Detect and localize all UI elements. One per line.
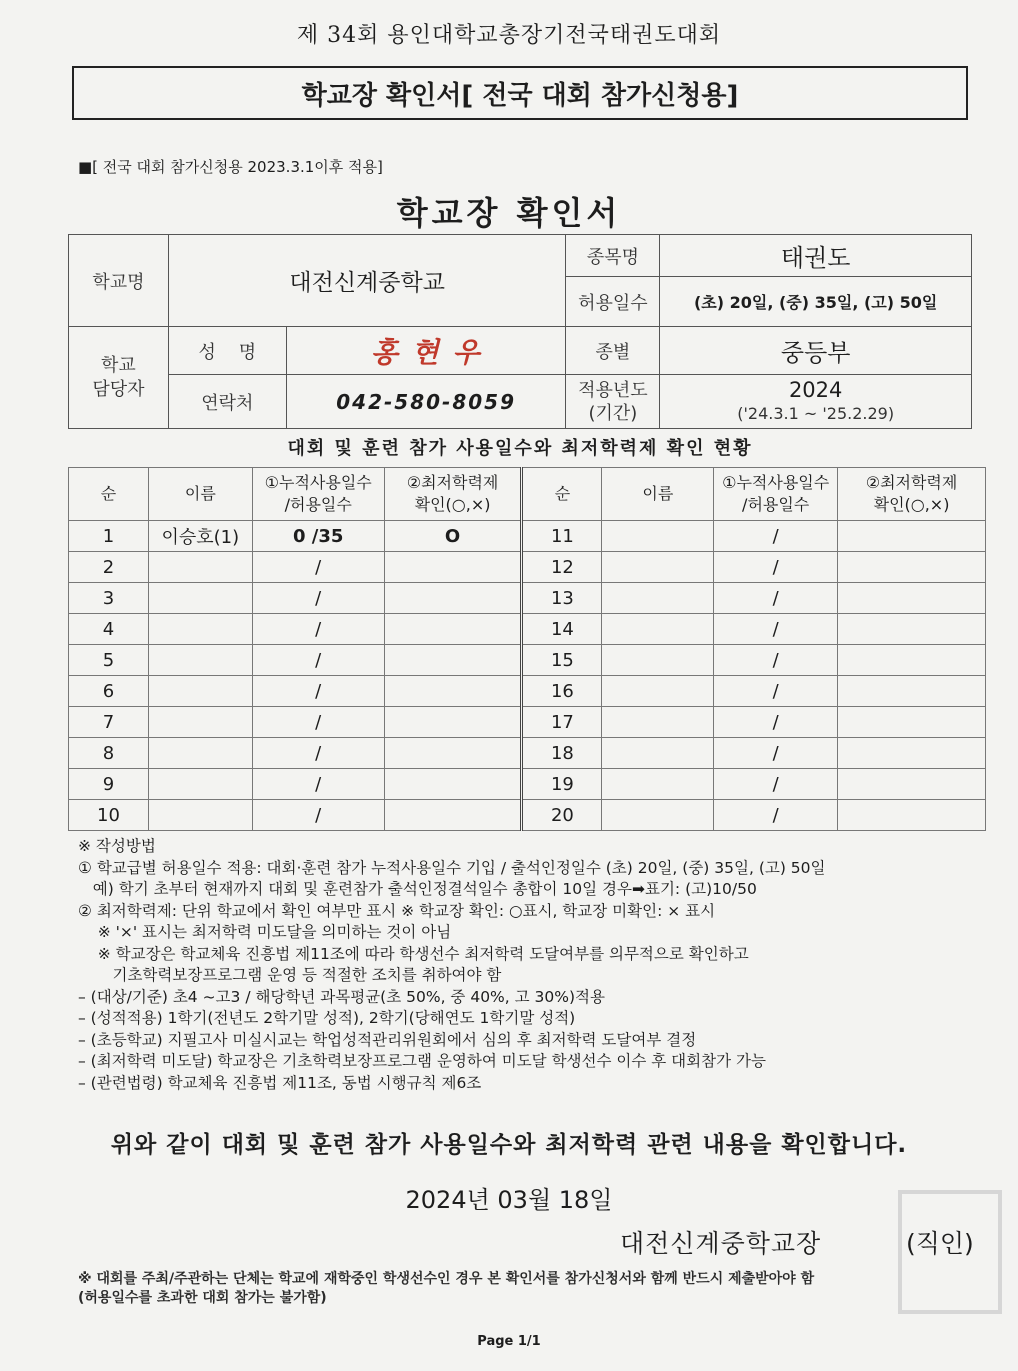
row-number: 9 (69, 769, 149, 800)
row-number: 2 (69, 552, 149, 583)
row-number: 3 (69, 583, 149, 614)
row-number: 5 (69, 645, 149, 676)
min-academic-check (838, 769, 986, 800)
row-number: 8 (69, 738, 149, 769)
student-name (602, 645, 714, 676)
student-name (148, 552, 252, 583)
student-name (602, 800, 714, 831)
col-check-line1: ②최저학력제 (406, 473, 499, 492)
table-row (69, 521, 986, 552)
min-academic-check (384, 707, 522, 738)
min-academic-check (838, 552, 986, 583)
used-days: / (714, 645, 838, 676)
instruction-line: 기초학력보장프로그램 운영 등 적절한 조치를 취하여야 함 (78, 966, 502, 984)
col-check-line1: ②최저학력제 (865, 473, 958, 492)
student-name (602, 552, 714, 583)
roster-header-row (69, 468, 986, 521)
allowed-days-value: (초) 20일, (중) 35일, (고) 50일 (660, 277, 972, 327)
row-number: 16 (522, 676, 602, 707)
footer-line2: (허용일수를 초과한 대회 참가는 불가함) (78, 1290, 327, 1306)
student-name (148, 769, 252, 800)
used-days: / (714, 583, 838, 614)
instruction-line: – (최저학력 미도달) 학교장은 기초학력보장프로그램 운영하여 미도달 학생선수 이수 후 대회참가 가능 (78, 1052, 766, 1070)
min-academic-check (384, 645, 522, 676)
used-days: / (714, 521, 838, 552)
row-number: 1 (69, 521, 149, 552)
year-label-line2: (기간) (588, 402, 638, 424)
allowed-days-label: 허용일수 (566, 277, 660, 327)
used-days: / (252, 645, 384, 676)
row-number: 7 (69, 707, 149, 738)
table-row (69, 614, 986, 645)
used-days: / (252, 583, 384, 614)
instruction-line: ① 학교급별 허용일수 적용: 대회·훈련 참가 누적사용일수 기입 / 출석인정일수 (초) 20일, (중) 35일, (고) 50일 (78, 858, 826, 877)
col-check-left (384, 468, 522, 521)
row-number: 15 (522, 645, 602, 676)
seal-label: (직인) (906, 1229, 974, 1258)
used-days: 0 /35 (252, 521, 384, 552)
row-number: 12 (522, 552, 602, 583)
used-days: / (252, 614, 384, 645)
used-days: / (714, 738, 838, 769)
info-table (68, 234, 972, 429)
student-name (602, 583, 714, 614)
min-academic-check (838, 707, 986, 738)
division-label: 종별 (566, 327, 660, 375)
col-name-right: 이름 (602, 468, 714, 521)
confirmation-statement: 위와 같이 대회 및 훈련 참가 사용일수와 최저학력 관련 내용을 확인합니다. (110, 1132, 908, 1158)
row-number: 20 (522, 800, 602, 831)
student-name (148, 614, 252, 645)
student-name (602, 614, 714, 645)
used-days: / (252, 769, 384, 800)
issue-date: 2024년 03월 18일 (405, 1186, 613, 1214)
col-days-line2: /허용일수 (742, 495, 810, 514)
footer-note (78, 1270, 814, 1308)
min-academic-check (384, 583, 522, 614)
col-check-line2: 확인(○,×) (414, 495, 491, 514)
col-check-right (838, 468, 986, 521)
row-number: 4 (69, 614, 149, 645)
sport-label: 종목명 (566, 235, 660, 277)
used-days: / (714, 676, 838, 707)
principal-name: 대전신계중학교장 (620, 1229, 822, 1258)
table-row (69, 769, 986, 800)
col-days-line1: ①누적사용일수 (264, 473, 372, 492)
student-name (602, 676, 714, 707)
instructions-block (78, 836, 978, 1094)
row-number: 19 (522, 769, 602, 800)
instruction-line: – (대상/기준) 초4 ~고3 / 해당학년 과목평균(초 50%, 중 40%, 고 30%)적용 (78, 987, 605, 1006)
col-name-left: 이름 (148, 468, 252, 521)
instruction-line: – (성적적용) 1학기(전년도 2학기말 성적), 2학기(당해연도 1학기말 성적) (78, 1009, 576, 1027)
student-name (148, 645, 252, 676)
used-days: / (252, 800, 384, 831)
min-academic-check (838, 645, 986, 676)
student-name (602, 769, 714, 800)
col-days-left (252, 468, 384, 521)
applicability-note: ■[ 전국 대회 참가신청용 2023.3.1이후 적용] (78, 158, 383, 176)
row-number: 17 (522, 707, 602, 738)
used-days: / (252, 707, 384, 738)
roster-section-title: 대회 및 훈련 참가 사용일수와 최저학력제 확인 현황 (287, 438, 753, 459)
row-number: 18 (522, 738, 602, 769)
student-name (148, 676, 252, 707)
footer-line1: ※ 대회를 주최/주관하는 단체는 학교에 재학중인 학생선수인 경우 본 확인서를 참가신청서와 함께 반드시 제출받아야 함 (78, 1271, 815, 1287)
contact-label: 연락처 (168, 375, 286, 429)
student-name (602, 521, 714, 552)
min-academic-check (838, 583, 986, 614)
year-cell (660, 375, 972, 429)
min-academic-check (384, 614, 522, 645)
instruction-line: – (초등학교) 지필고사 미실시교는 학업성적관리위원회에서 심의 후 최저학력 도달여부 결정 (78, 1030, 697, 1049)
row-number: 10 (69, 800, 149, 831)
table-row (69, 707, 986, 738)
used-days: / (714, 614, 838, 645)
used-days: / (714, 707, 838, 738)
used-days: / (714, 552, 838, 583)
min-academic-check (384, 552, 522, 583)
col-no-right: 순 (522, 468, 602, 521)
instruction-line: ※ 학교장은 학교체육 진흥법 제11조에 따라 학생선수 최저학력 도달여부를 의무적으로 확인하고 (78, 944, 749, 963)
sport-value: 태권도 (660, 235, 972, 277)
used-days: / (714, 800, 838, 831)
table-row (69, 800, 986, 831)
manager-name-value: 홍 현 우 (286, 327, 566, 375)
period-value: ('24.3.1 ~ '25.2.29) (737, 403, 895, 423)
manager-label-line2: 담당자 (92, 378, 145, 400)
min-academic-check (838, 614, 986, 645)
table-row (69, 676, 986, 707)
used-days: / (714, 769, 838, 800)
school-label: 학교명 (69, 235, 169, 327)
used-days: / (252, 676, 384, 707)
instruction-line: ※ 작성방법 (78, 837, 156, 855)
student-name (148, 583, 252, 614)
min-academic-check (838, 800, 986, 831)
division-value: 중등부 (660, 327, 972, 375)
contact-value: 042-580-8059 (286, 375, 566, 429)
min-academic-check: O (384, 521, 522, 552)
year-label (566, 375, 660, 429)
manager-label-line1: 학교 (101, 354, 136, 376)
student-name (602, 707, 714, 738)
instruction-line: ② 최저학력제: 단위 학교에서 확인 여부만 표시 ※ 학교장 확인: ○표시, 학교장 미확인: × 표시 (78, 901, 716, 920)
used-days: / (252, 738, 384, 769)
event-title: 제 34회 용인대학교총장기전국태권도대회 (296, 23, 722, 48)
min-academic-check (838, 521, 986, 552)
table-row (69, 645, 986, 676)
year-label-line1: 적용년도 (578, 379, 648, 401)
name-label: 성 명 (168, 327, 286, 375)
student-name (148, 800, 252, 831)
col-days-line1: ①누적사용일수 (722, 473, 830, 492)
min-academic-check (838, 738, 986, 769)
table-row (69, 552, 986, 583)
page-number: Page 1/1 (477, 1334, 541, 1349)
col-days-right (714, 468, 838, 521)
student-name (148, 738, 252, 769)
row-number: 13 (522, 583, 602, 614)
row-number: 6 (69, 676, 149, 707)
instruction-line: – (관련법령) 학교체육 진흥법 제11조, 동법 시행규칙 제6조 (78, 1073, 482, 1092)
student-name (148, 707, 252, 738)
year-value: 2024 (788, 377, 843, 402)
min-academic-check (838, 676, 986, 707)
main-title: 학교장 확인서 (396, 194, 622, 232)
manager-label (69, 327, 169, 429)
min-academic-check (384, 738, 522, 769)
row-number: 14 (522, 614, 602, 645)
roster-table (68, 467, 986, 831)
table-row (69, 738, 986, 769)
student-name (602, 738, 714, 769)
row-number: 11 (522, 521, 602, 552)
table-row (69, 583, 986, 614)
used-days: / (252, 552, 384, 583)
min-academic-check (384, 800, 522, 831)
student-name: 이승호(1) (148, 521, 252, 552)
col-no-left: 순 (69, 468, 149, 521)
col-check-line2: 확인(○,×) (873, 495, 950, 514)
instruction-line: 예) 학기 초부터 현재까지 대회 및 훈련참가 출석인정결석일수 총합이 10일 경우➡표기: (고)10/50 (78, 880, 757, 898)
min-academic-check (384, 769, 522, 800)
col-days-line2: /허용일수 (284, 495, 352, 514)
school-value: 대전신계중학교 (168, 235, 566, 327)
document-box-title: 학교장 확인서[ 전국 대회 참가신청용] (72, 66, 968, 120)
instruction-line: ※ '×' 표시는 최저학력 미도달을 의미하는 것이 아님 (78, 923, 452, 941)
min-academic-check (384, 676, 522, 707)
